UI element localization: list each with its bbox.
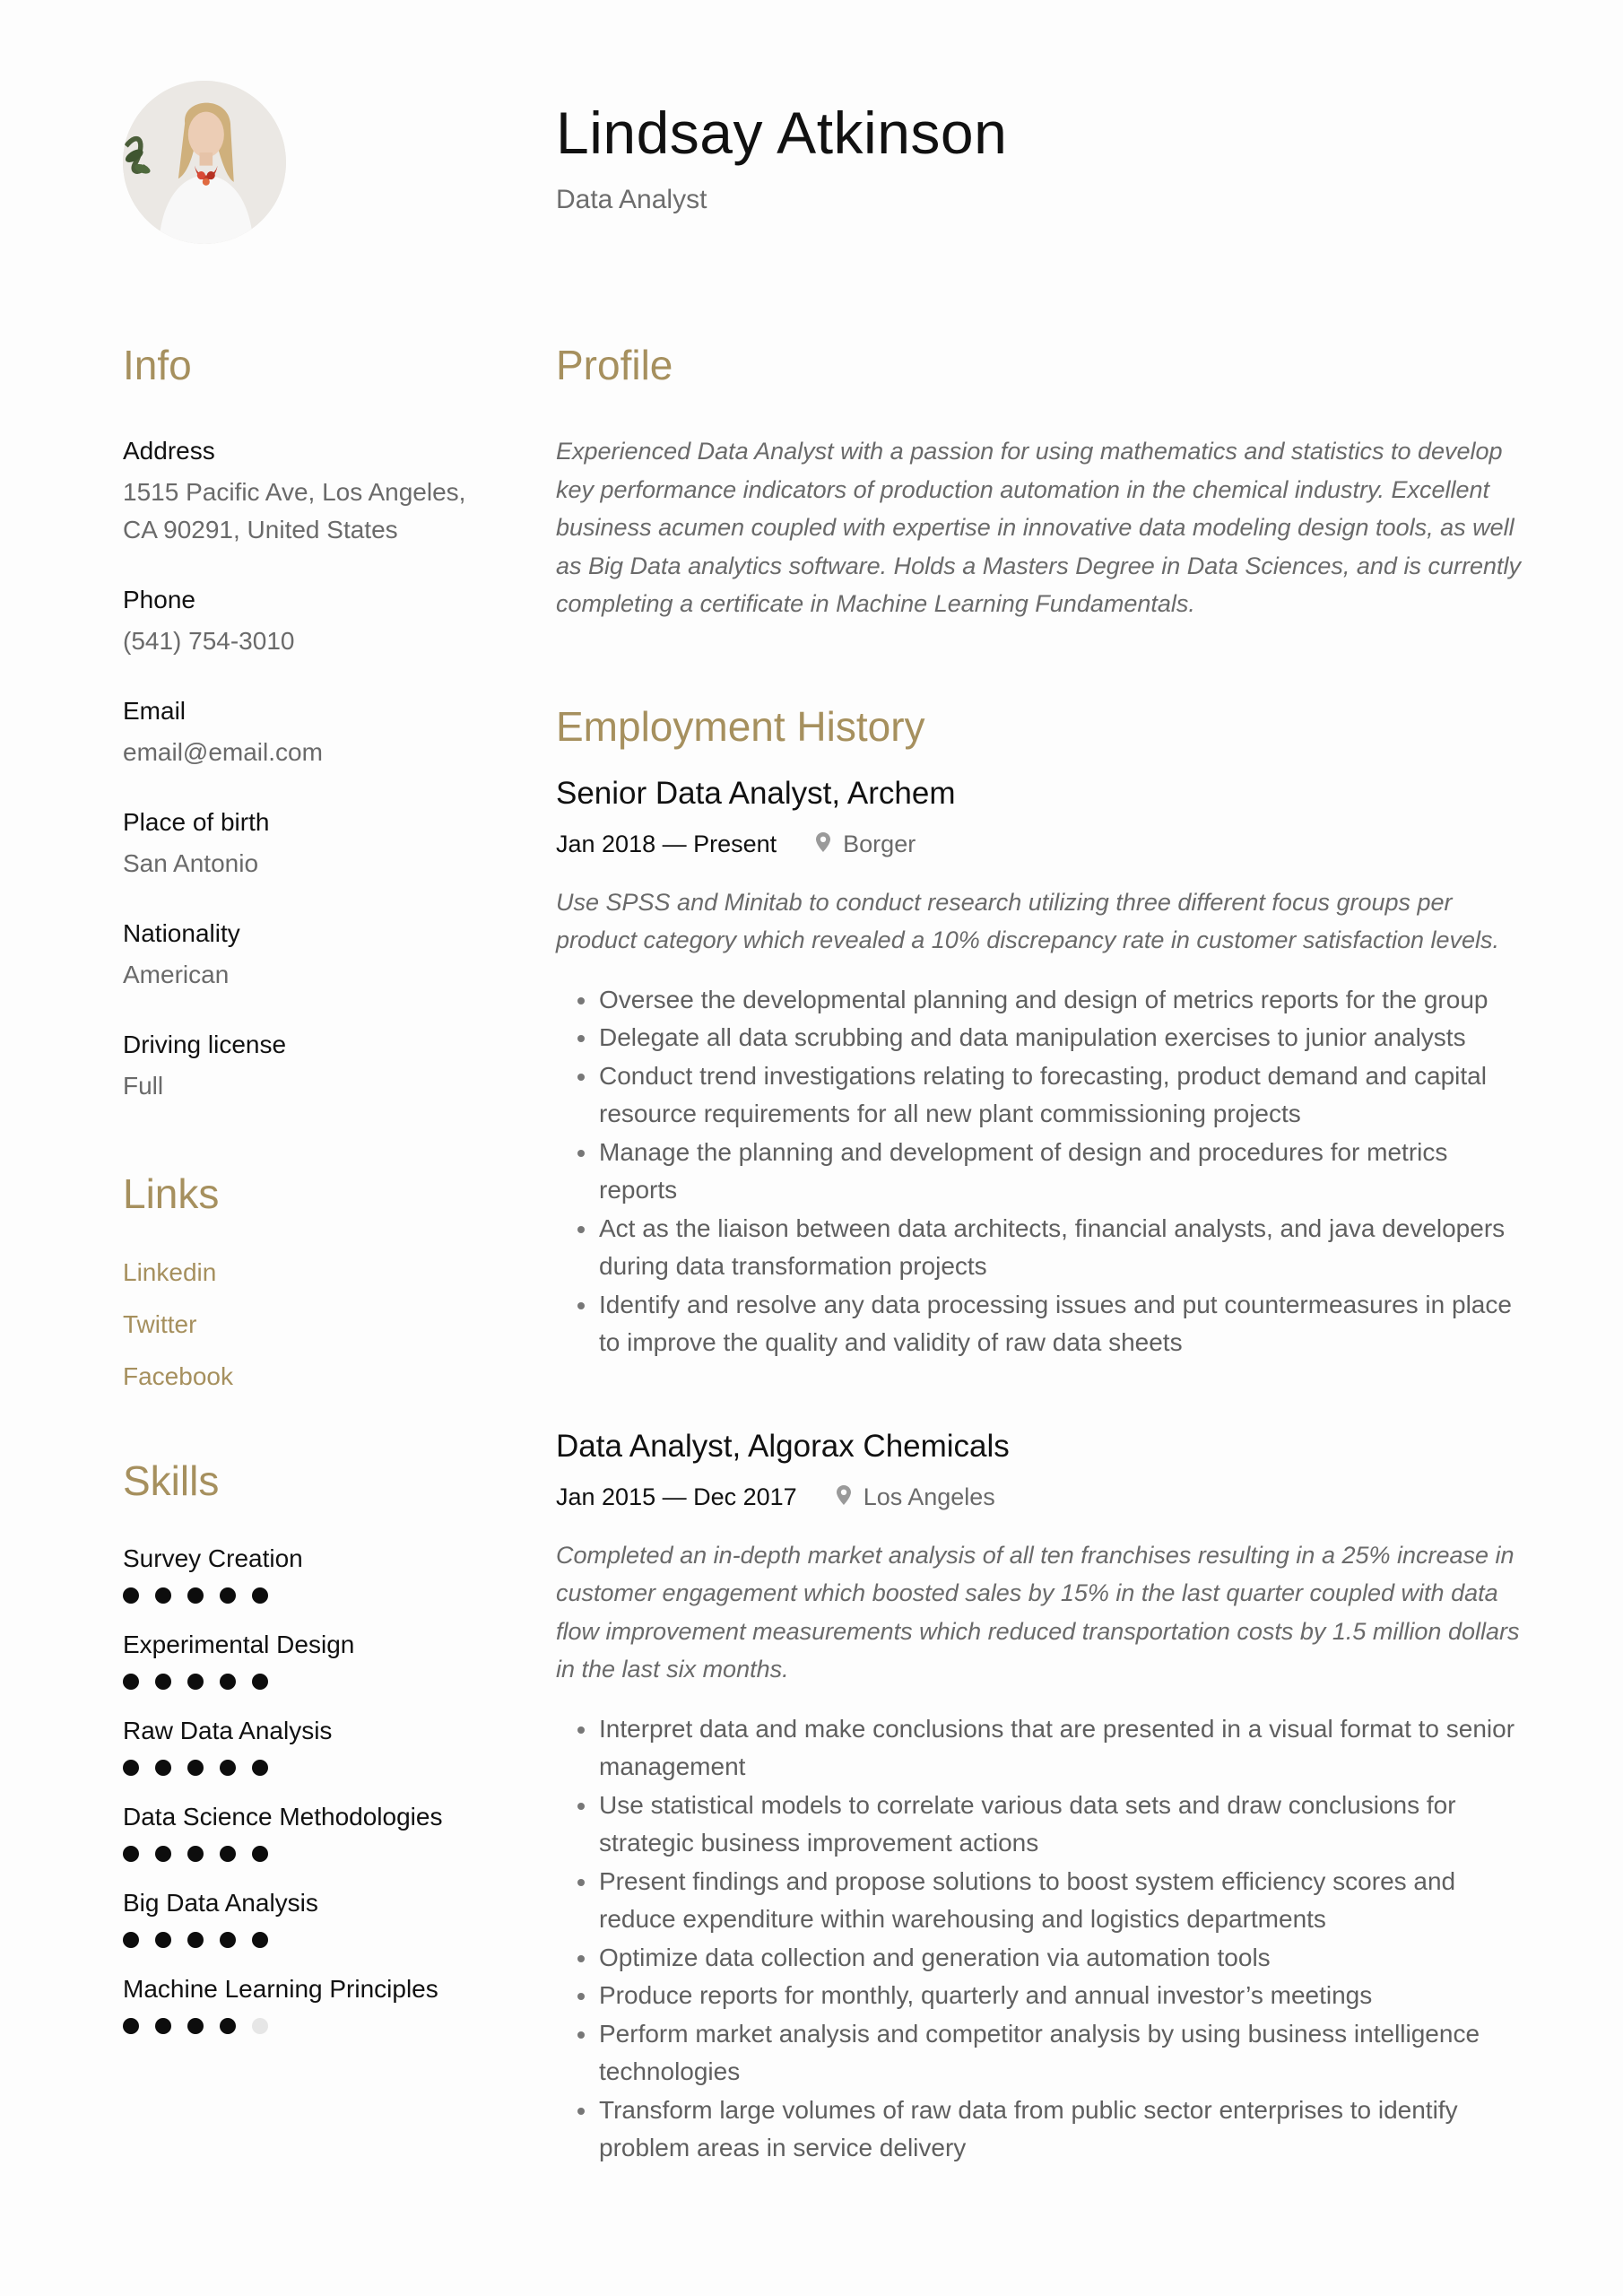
job-bullets bbox=[556, 981, 1524, 1362]
skill-dot-filled bbox=[155, 1846, 171, 1862]
skill-dot-filled bbox=[155, 1587, 171, 1604]
skill-dot-filled bbox=[187, 1760, 204, 1776]
job-location-text: Borger bbox=[843, 830, 916, 857]
info-item bbox=[123, 915, 499, 994]
info-label: Email bbox=[123, 697, 187, 725]
info-item bbox=[123, 804, 499, 883]
skill-dot-filled bbox=[187, 1846, 204, 1862]
job-dates: Jan 2018 — Present bbox=[556, 830, 777, 857]
skill-level bbox=[123, 1932, 499, 1948]
main-content bbox=[556, 341, 1524, 2231]
job-bullet: Identify and resolve any data processing issues and put countermeasures in place to improve the quality and validity of raw data sheets bbox=[556, 1286, 1524, 1362]
location-pin-icon bbox=[837, 1479, 864, 1515]
info-label: Address bbox=[123, 437, 215, 465]
skill-level bbox=[123, 2018, 499, 2034]
skills-heading: Skills bbox=[123, 1457, 220, 1504]
job-bullet: Act as the liaison between data architects, financial analysts, and java developers during data transformation projects bbox=[556, 1210, 1524, 1286]
info-value: American bbox=[123, 961, 230, 988]
skill-name: Experimental Design bbox=[123, 1631, 355, 1658]
skill-name: Machine Learning Principles bbox=[123, 1975, 438, 2003]
job-bullet: Delegate all data scrubbing and data manipulation exercises to junior analysts bbox=[556, 1019, 1524, 1057]
job-bullet: Use statistical models to correlate various data sets and draw conclusions for strategic business improvement actions bbox=[556, 1787, 1524, 1863]
skill-name: Big Data Analysis bbox=[123, 1889, 318, 1917]
skill-dot-filled bbox=[252, 1587, 268, 1604]
skill-dot-filled bbox=[220, 2018, 236, 2034]
job-location bbox=[816, 826, 916, 862]
info-item bbox=[123, 1026, 499, 1105]
job-bullet: Interpret data and make conclusions that are presented in a visual format to senior management bbox=[556, 1710, 1524, 1787]
job-bullet: Transform large volumes of raw data from public sector enterprises to identify problem areas in service delivery bbox=[556, 2092, 1524, 2168]
skill-level bbox=[123, 1587, 499, 1604]
skill-name: Data Science Methodologies bbox=[123, 1803, 443, 1831]
link-twitter[interactable]: Twitter bbox=[123, 1310, 197, 1338]
skill-dot-filled bbox=[123, 1932, 139, 1948]
job-bullet: Optimize data collection and generation via automation tools bbox=[556, 1939, 1524, 1978]
links-heading: Links bbox=[123, 1170, 220, 1217]
skill-dot-filled bbox=[187, 2018, 204, 2034]
skill-dot-filled bbox=[155, 1760, 171, 1776]
info-value: San Antonio bbox=[123, 849, 259, 877]
sidebar bbox=[123, 341, 499, 2057]
skill-dot-filled bbox=[123, 1760, 139, 1776]
info-value: email@email.com bbox=[123, 738, 323, 766]
info-label: Place of birth bbox=[123, 808, 270, 836]
skill-dot-filled bbox=[187, 1932, 204, 1948]
link-linkedin[interactable]: Linkedin bbox=[123, 1258, 217, 1286]
skill-dot-filled bbox=[123, 1587, 139, 1604]
skill-item bbox=[123, 1713, 499, 1776]
avatar bbox=[123, 81, 286, 244]
job-dates: Jan 2015 — Dec 2017 bbox=[556, 1483, 797, 1510]
skill-dot-filled bbox=[252, 1674, 268, 1690]
skill-level bbox=[123, 1674, 499, 1690]
info-item bbox=[123, 581, 499, 660]
job-bullets bbox=[556, 1710, 1524, 2168]
skill-dot-filled bbox=[220, 1674, 236, 1690]
skill-item bbox=[123, 1885, 499, 1948]
job-description: Use SPSS and Minitab to conduct research utilizing three different focus groups per product category which revealed a 10% discrepancy rate in customer satisfaction levels. bbox=[556, 888, 1500, 953]
skill-dot-filled bbox=[252, 1932, 268, 1948]
info-label: Driving license bbox=[123, 1031, 287, 1058]
skill-dot-filled bbox=[220, 1932, 236, 1948]
info-label: Phone bbox=[123, 586, 195, 613]
info-list bbox=[123, 432, 499, 1105]
skill-dot-filled bbox=[220, 1846, 236, 1862]
job-bullet: Perform market analysis and competitor analysis by using business intelligence technologies bbox=[556, 2015, 1524, 2092]
job-description: Completed an in-depth market analysis of all ten franchises resulting in a 25% increase in customer engagement which boosted sales by 15% in the last quarter coupled with data flow improvement measurements which reduced transportation costs by 1.5 million dollars in the last six months. bbox=[556, 1541, 1520, 1683]
links-list bbox=[123, 1254, 499, 1396]
skill-dot-filled bbox=[187, 1587, 204, 1604]
job-location bbox=[837, 1479, 995, 1515]
job-entry bbox=[556, 1425, 1524, 2168]
skill-dot-filled bbox=[252, 1760, 268, 1776]
skill-dot-filled bbox=[155, 1932, 171, 1948]
employment-heading: Employment History bbox=[556, 702, 925, 750]
candidate-name: Lindsay Atkinson bbox=[556, 100, 1008, 166]
skill-dot-filled bbox=[123, 1846, 139, 1862]
info-item bbox=[123, 692, 499, 771]
info-heading: Info bbox=[123, 342, 192, 388]
info-value: (541) 754-3010 bbox=[123, 627, 295, 655]
skill-name: Raw Data Analysis bbox=[123, 1717, 333, 1744]
skill-item bbox=[123, 1971, 499, 2034]
skill-dot-filled bbox=[123, 2018, 139, 2034]
skill-dot-filled bbox=[187, 1674, 204, 1690]
skill-dot-empty bbox=[252, 2018, 268, 2034]
info-value: Full bbox=[123, 1072, 164, 1100]
skill-dot-filled bbox=[252, 1846, 268, 1862]
job-meta bbox=[556, 1479, 1524, 1515]
job-title: Data Analyst, Algorax Chemicals bbox=[556, 1428, 1010, 1464]
job-location-text: Los Angeles bbox=[863, 1483, 995, 1510]
skill-level bbox=[123, 1760, 499, 1776]
skill-dot-filled bbox=[155, 1674, 171, 1690]
skill-item bbox=[123, 1627, 499, 1690]
candidate-title: Data Analyst bbox=[556, 185, 707, 214]
location-pin-icon bbox=[816, 826, 843, 862]
job-meta bbox=[556, 826, 1524, 862]
skill-item bbox=[123, 1541, 499, 1604]
job-entry bbox=[556, 772, 1524, 1362]
info-value: 1515 Pacific Ave, Los Angeles, CA 90291, United States bbox=[123, 478, 466, 544]
skill-dot-filled bbox=[155, 2018, 171, 2034]
link-facebook[interactable]: Facebook bbox=[123, 1362, 233, 1390]
profile-heading: Profile bbox=[556, 342, 673, 388]
skill-level bbox=[123, 1846, 499, 1862]
job-bullet: Oversee the developmental planning and design of metrics reports for the group bbox=[556, 981, 1524, 1020]
job-bullet: Present findings and propose solutions to boost system efficiency scores and reduce expenditure within warehousing and logistics departments bbox=[556, 1863, 1524, 1939]
info-item bbox=[123, 432, 499, 549]
skill-name: Survey Creation bbox=[123, 1544, 303, 1572]
info-label: Nationality bbox=[123, 919, 240, 947]
job-bullet: Conduct trend investigations relating to forecasting, product demand and capital resource requirements for all new plant commissioning projects bbox=[556, 1057, 1524, 1134]
jobs-list bbox=[556, 772, 1524, 2168]
skill-dot-filled bbox=[220, 1587, 236, 1604]
job-title: Senior Data Analyst, Archem bbox=[556, 775, 956, 811]
job-bullet: Produce reports for monthly, quarterly and annual investor’s meetings bbox=[556, 1977, 1524, 2015]
skills-list bbox=[123, 1541, 499, 2034]
skill-dot-filled bbox=[123, 1674, 139, 1690]
skill-dot-filled bbox=[220, 1760, 236, 1776]
job-bullet: Manage the planning and development of design and procedures for metrics reports bbox=[556, 1134, 1524, 1210]
skill-item bbox=[123, 1799, 499, 1862]
profile-text: Experienced Data Analyst with a passion for using mathematics and statistics to develop key performance indicators of production automation in the chemical industry. Excellent business acumen coupled with expertise in innovative data modeling design tools, as well as Big Data analytics software. Holds a Masters Degree in Data Sciences, and is currently completing a certificate in Machine Learning Fundamentals. bbox=[556, 438, 1521, 617]
